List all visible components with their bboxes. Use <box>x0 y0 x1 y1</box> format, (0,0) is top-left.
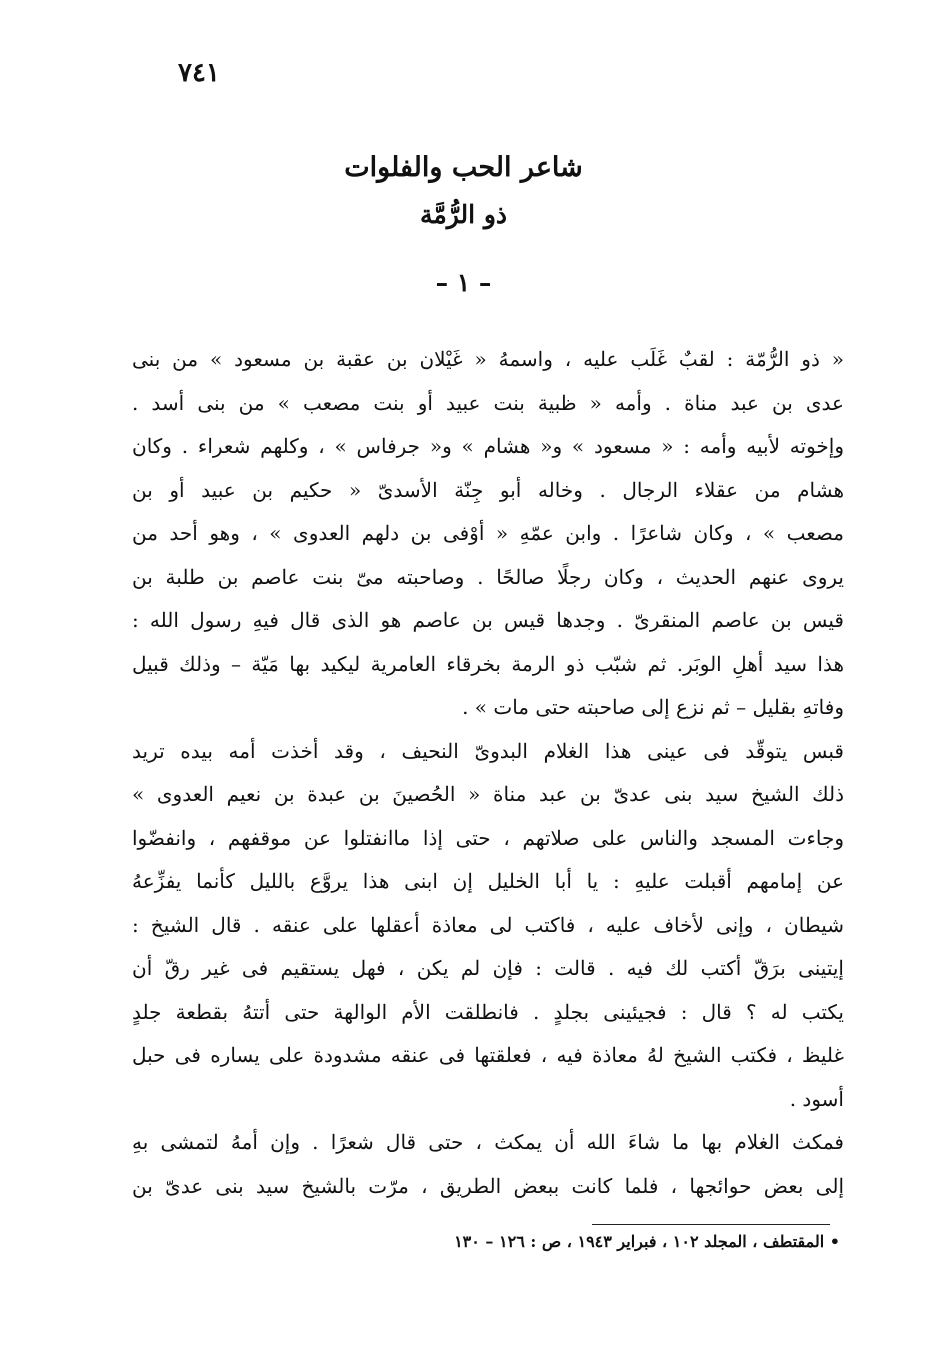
text-line: إلى بعض حوائجها ، فلما كانت ببعض الطريق ، مرّت بالشيخ سيد بنى عدىّ بن <box>132 1173 844 1198</box>
paragraph-1 <box>132 338 844 730</box>
text-line: وجاءت المسجد والناس على صلاتهم ، حتى إذا ماانفتلوا عن موقفهم ، وانفضّوا <box>132 825 844 850</box>
section-number: – ١ – <box>435 268 492 297</box>
article-title: شاعر الحب والفلوات <box>344 152 583 183</box>
text-line: وفاتهِ بقليل – ثم نزع إلى صاحبته حتى مات » . <box>462 695 844 719</box>
text-line: أسود . <box>789 1086 844 1111</box>
text-line: قيس بن عاصم المنقرىّ . وجدها قيس بن عاصم هو الذى قال فيهِ رسول الله : <box>132 608 844 632</box>
paragraph-3 <box>132 1121 844 1208</box>
text-line: إيتينى برَقّ أكتب لك فيه . قالت : فإن لم يكن ، فهل يستقيم فى غير رقّ أن <box>132 956 844 980</box>
page-number: ٧٤١ <box>178 58 220 88</box>
text-line: فمكث الغلام بها ما شاءَ الله أن يمكث ، حتى قال شعرًا . وإن أمهُ لتمشى بهِ <box>132 1130 844 1154</box>
text-line: مصعب » ، وكان شاعرًا . وابن عمّهِ « أوْفى بن دلهم العدوى » ، وهو أحد من <box>132 521 844 545</box>
text-line: هذا سيد أهلِ الوبَر. ثم شبّب ذو الرمة بخرقاء العامرية ليكيد بها مَيّة – وذلك قبيل <box>132 651 844 676</box>
text-line: قبس يتوقّد فى عينى هذا الغلام البدوىّ النحيف ، وقد أخذت أمه بيده تريد <box>132 738 844 763</box>
text-line: شيطان ، وإنى لأخاف عليه ، فاكتب لى معاذة أعقلها على عنقه . قال الشيخ : <box>132 912 844 937</box>
text-line: وإخوته لأبيه وأمه : « مسعود » و« هشام » و« جرفاس » ، وكلهم شعراء . وكان <box>132 434 844 458</box>
footnote-divider <box>592 1224 830 1225</box>
paragraph-2 <box>132 730 844 1122</box>
text-line: غليظ ، فكتب الشيخ لهُ معاذة فيه ، فعلقتها فى عنقه مشدودة على يساره فى حبل <box>132 1043 844 1067</box>
footnote: • المقتطف ، المجلد ١٠٢ ، فبراير ١٩٤٣ ، ص : ١٢٦ – ١٣٠ <box>454 1232 840 1251</box>
body-text <box>132 338 844 1208</box>
text-line: ذلك الشيخ سيد بنى عدىّ بن عبد مناة « الحُصينَ بن عبدة بن نعيم العدوى » <box>132 782 844 806</box>
text-line: عدى بن عبد مناة . وأمه « ظبية بنت عبيد أو بنت مصعب » من بنى أسد . <box>132 390 844 415</box>
text-line: يروى عنهم الحديث ، وكان رجلًا صالحًا . وصاحبته مىّ بنت عاصم بن طلبة بن <box>132 564 844 589</box>
article-subtitle: ذو الرُّمَّة <box>419 200 508 229</box>
text-line: يكتب له ؟ قال : فجيئينى بجلدٍ . فانطلقت الأم الوالهة حتى أتتهُ بقطعة جلدٍ <box>132 999 844 1024</box>
text-line: « ذو الرُّمّة : لقبٌ غَلَب عليه ، واسمهُ « غَيْلان بن عقبة بن مسعود » من بنى <box>132 347 844 371</box>
text-line: عن إمامهم أقبلت عليهِ : يا أبا الخليل إن ابنى هذا يروَّع بالليل كأنما يفزِّعهُ <box>132 869 844 893</box>
text-line: هشام من عقلاء الرجال . وخاله أبو جِنّة الأسدىّ « حكيم بن عبيد أو بن <box>132 477 844 502</box>
